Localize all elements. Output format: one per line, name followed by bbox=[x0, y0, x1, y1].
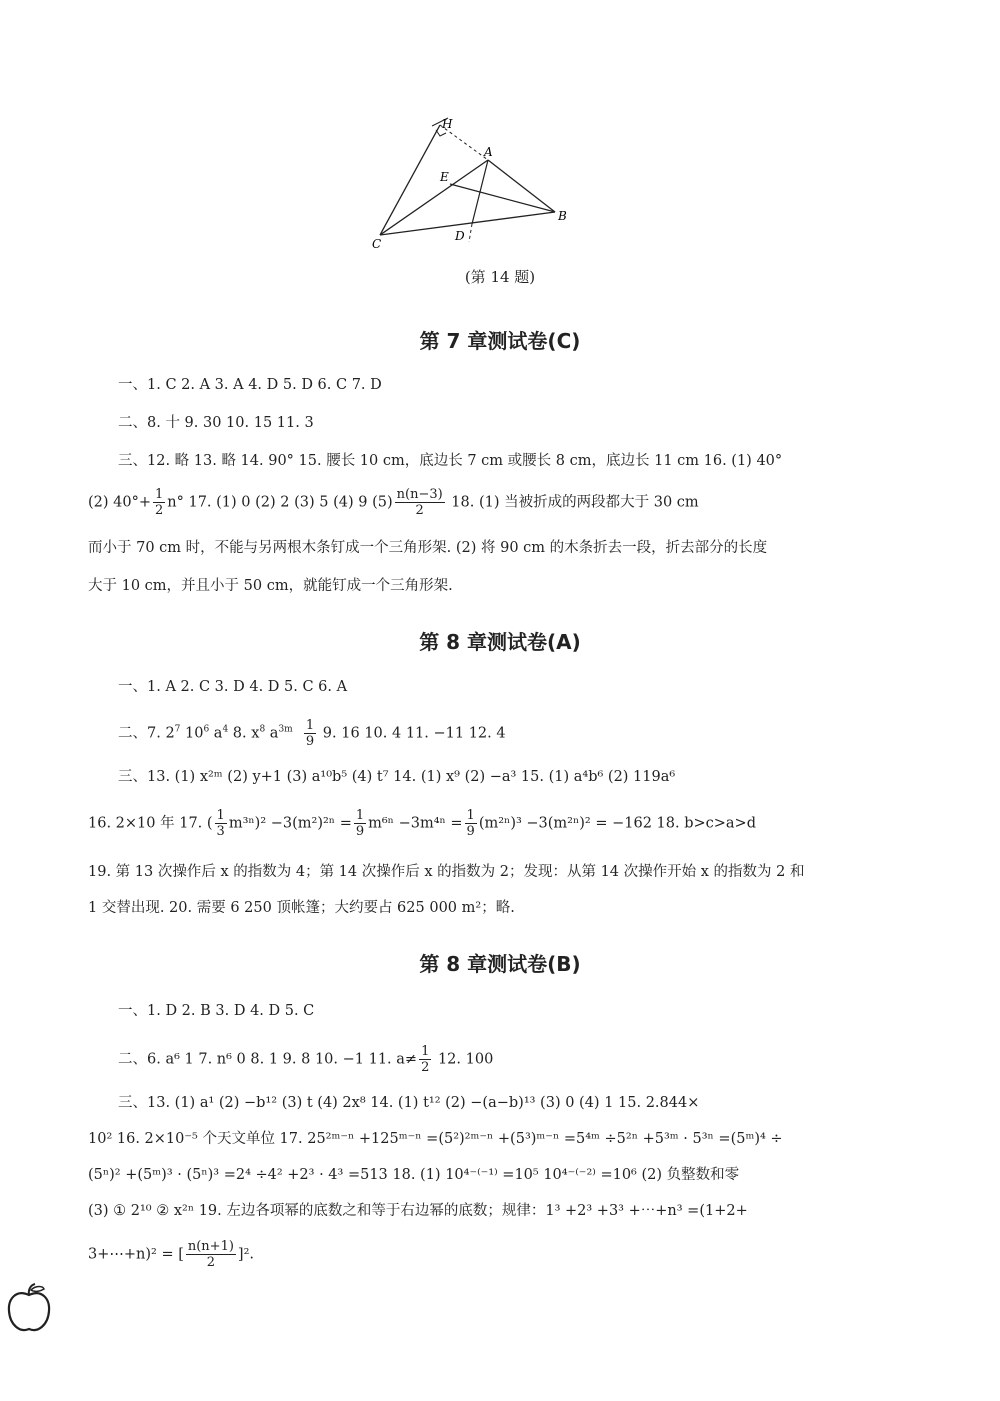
text: (m²ⁿ)³ −3(m²ⁿ)² = −162 18. b>c>a>d bbox=[478, 815, 756, 832]
sec8a-line-2 bbox=[118, 718, 898, 749]
label-d: D bbox=[455, 229, 465, 243]
numerator: 1 bbox=[305, 718, 315, 733]
watermark-logo-icon bbox=[800, 1330, 990, 1390]
sec8b-line-1: 一、1. D 2. B 3. D 4. D 5. C bbox=[118, 1003, 315, 1019]
sec8b-line-2 bbox=[118, 1044, 898, 1075]
text: 8. x bbox=[228, 725, 260, 742]
numerator: 1 bbox=[216, 808, 225, 823]
text: 二、7. 2 bbox=[118, 725, 175, 742]
label-b: B bbox=[558, 209, 567, 223]
exponent: 3m bbox=[278, 724, 293, 735]
text: m⁶ⁿ −3m⁴ⁿ = bbox=[368, 815, 463, 832]
triangle-figure bbox=[360, 110, 590, 250]
text: a bbox=[209, 725, 223, 742]
label-a: A bbox=[484, 145, 493, 159]
fraction bbox=[354, 808, 366, 839]
section-title-8b: 第 8 章测试卷(B) bbox=[419, 952, 581, 976]
text: 9. 16 10. 4 11. −11 12. 4 bbox=[318, 725, 506, 742]
fraction bbox=[419, 1044, 431, 1075]
text: 10 bbox=[180, 725, 204, 742]
exponent: 8 bbox=[259, 724, 266, 735]
fraction bbox=[304, 718, 316, 749]
text: n° 17. (1) 0 (2) 2 (3) 5 (4) 9 (5) bbox=[167, 494, 393, 511]
label-e: E bbox=[440, 170, 449, 184]
fraction bbox=[395, 487, 445, 518]
fraction bbox=[186, 1239, 236, 1270]
denominator: 3 bbox=[216, 824, 225, 839]
sec8b-line-7 bbox=[88, 1239, 868, 1270]
fraction bbox=[215, 808, 227, 839]
apple-logo-icon bbox=[6, 1283, 52, 1335]
denominator: 2 bbox=[155, 503, 164, 518]
denominator: 2 bbox=[415, 503, 424, 518]
text: 3+⋯+n)² = [ bbox=[88, 1246, 184, 1263]
sec8b-line-5: (5ⁿ)² +(5ᵐ)³ · (5ⁿ)³ =2⁴ ÷4² +2³ · 4³ =513 18. (1) 10⁴⁻⁽⁻¹⁾ =10⁵ 10⁴⁻⁽⁻²⁾ =10⁶ (2) 负整数和零 bbox=[88, 1167, 740, 1183]
sec7c-line-5: 而小于 70 cm 时，不能与另两根木条钉成一个三角形架. (2) 将 90 cm 的木条折去一段，折去部分的长度 bbox=[88, 540, 768, 556]
sec8a-line-5: 19. 第 13 次操作后 x 的指数为 4；第 14 次操作后 x 的指数为 2；发现：从第 14 次操作开始 x 的指数为 2 和 bbox=[88, 864, 805, 880]
section-title-7c: 第 7 章测试卷(C) bbox=[419, 329, 581, 353]
fraction bbox=[153, 487, 165, 518]
text: a bbox=[265, 725, 279, 742]
text: (2) 40°+ bbox=[88, 494, 151, 511]
numerator: n(n+1) bbox=[187, 1239, 234, 1254]
sec8b-line-4: 10² 16. 2×10⁻⁵ 个天文单位 17. 25²ᵐ⁻ⁿ +125ᵐ⁻ⁿ =(5²)²ᵐ⁻ⁿ +(5³)ᵐ⁻ⁿ =5⁴ᵐ ÷5²ⁿ +5³ᵐ · 5³ⁿ =(5ᵐ)⁴ ÷ bbox=[88, 1131, 783, 1147]
sec8a-line-3: 三、13. (1) x²ᵐ (2) y+1 (3) a¹⁰b⁵ (4) t⁷ 14. (1) x⁹ (2) −a³ 15. (1) a⁴b⁶ (2) 119a⁶ bbox=[118, 769, 676, 785]
sec7c-line-2: 二、8. 十 9. 30 10. 15 11. 3 bbox=[118, 415, 314, 431]
label-c: C bbox=[372, 237, 382, 250]
exponent: 7 bbox=[174, 724, 181, 735]
denominator: 9 bbox=[466, 824, 475, 839]
sec8a-line-6: 1 交替出现. 20. 需要 6 250 顶帐篷；大约要占 625 000 m²；略. bbox=[88, 900, 515, 916]
exponent: 6 bbox=[203, 724, 210, 735]
denominator: 9 bbox=[305, 734, 315, 749]
sec8b-line-6: (3) ① 2¹⁰ ② x²ⁿ 19. 左边各项幂的底数之和等于右边幂的底数；规律：1³ +2³ +3³ +⋯+n³ =(1+2+ bbox=[88, 1203, 748, 1219]
numerator: 1 bbox=[421, 1044, 430, 1059]
text: 16. 2×10 年 17. ( bbox=[88, 815, 213, 832]
denominator: 2 bbox=[206, 1255, 216, 1270]
text: ]². bbox=[237, 1246, 255, 1263]
text: 18. (1) 当被折成的两段都大于 30 cm bbox=[446, 494, 699, 511]
sec7c-line-6: 大于 10 cm，并且小于 50 cm，就能钉成一个三角形架. bbox=[88, 578, 453, 594]
sec8a-line-4 bbox=[88, 808, 868, 839]
text: 二、6. a⁶ 1 7. n⁶ 0 8. 1 9. 8 10. −1 11. a≠ bbox=[118, 1051, 418, 1068]
sec8b-line-3: 三、13. (1) a¹ (2) −b¹² (3) t (4) 2x⁸ 14. (1) t¹² (2) −(a−b)¹³ (3) 0 (4) 1 15. 2.844× bbox=[118, 1095, 700, 1111]
numerator: 1 bbox=[355, 808, 365, 823]
text: m³ⁿ)² −3(m²)²ⁿ = bbox=[228, 815, 352, 832]
numerator: 1 bbox=[466, 808, 475, 823]
denominator: 9 bbox=[355, 824, 365, 839]
sec7c-line-4 bbox=[88, 487, 868, 518]
sec7c-line-3: 三、12. 略 13. 略 14. 90° 15. 腰长 10 cm，底边长 7 cm 或腰长 8 cm，底边长 11 cm 16. (1) 40° bbox=[118, 453, 783, 469]
sec7c-line-1: 一、1. C 2. A 3. A 4. D 5. D 6. C 7. D bbox=[118, 377, 382, 393]
section-title-8a: 第 8 章测试卷(A) bbox=[419, 630, 581, 654]
label-h: H bbox=[442, 117, 453, 131]
figure-caption: (第 14 题) bbox=[464, 268, 536, 286]
numerator: n(n−3) bbox=[396, 487, 443, 502]
numerator: 1 bbox=[155, 487, 164, 502]
sec8a-line-1: 一、1. A 2. C 3. D 4. D 5. C 6. A bbox=[118, 679, 348, 695]
denominator: 2 bbox=[421, 1060, 430, 1075]
text: 12. 100 bbox=[433, 1051, 494, 1068]
fraction bbox=[465, 808, 477, 839]
exponent: 4 bbox=[222, 724, 229, 735]
